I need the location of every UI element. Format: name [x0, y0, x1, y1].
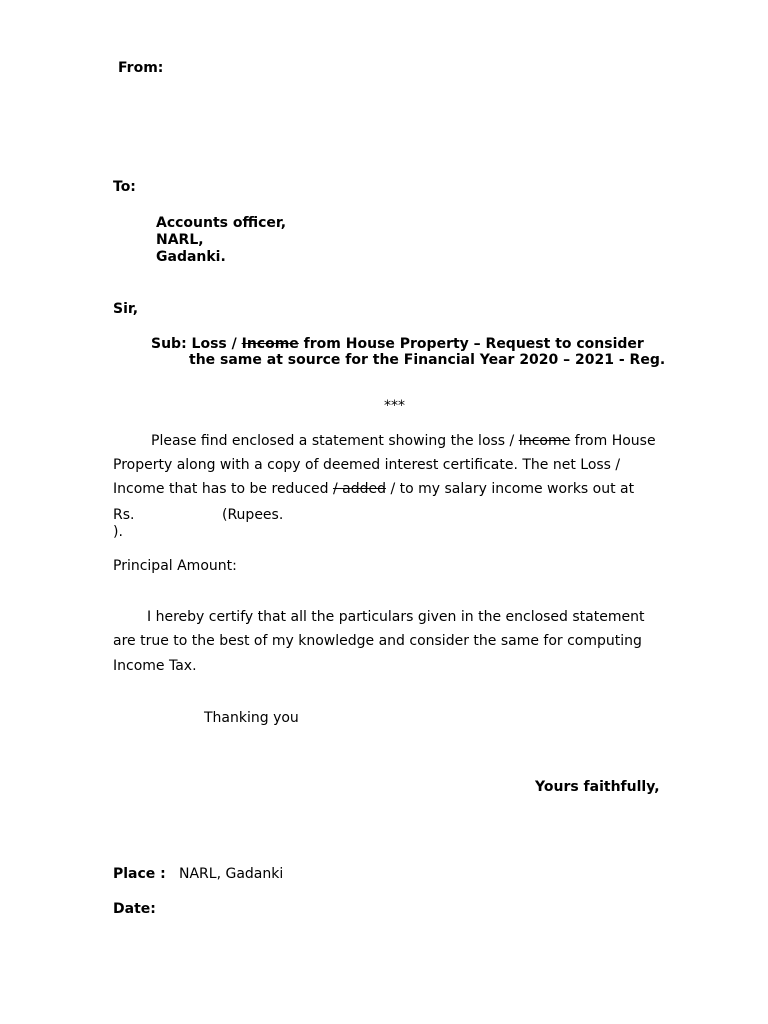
recipient-address-line: Gadanki.	[156, 249, 226, 265]
salutation: Sir,	[113, 301, 139, 317]
subject-line-2: the same at source for the Financial Year 2020 – 2021 - Reg.	[189, 352, 666, 368]
separator: ***	[384, 398, 405, 414]
subject-line1-rest: from House Property – Request to consider	[298, 336, 644, 352]
struck-word: Income	[518, 433, 571, 449]
date-label: Date:	[113, 901, 156, 917]
certification-line: I hereby certify that all the particulars given in the enclosed statement	[147, 609, 645, 625]
subject-struck-word: Income	[241, 336, 299, 352]
place-value: NARL, Gadanki	[179, 866, 284, 882]
recipient-address-line: Accounts officer,	[156, 215, 287, 231]
rupees-label: (Rupees.	[222, 507, 284, 523]
closing-text: Yours faithfully,	[535, 779, 660, 795]
recipient-address-line: NARL,	[156, 232, 204, 248]
thanking-text: Thanking you	[204, 710, 299, 726]
paragraph-text: / to my salary income works out at	[386, 481, 635, 497]
subject-prefix: Sub: Loss /	[151, 336, 242, 352]
paragraph-text: Please find enclosed a statement showing the loss /	[151, 433, 519, 449]
struck-word: / added	[332, 481, 386, 497]
paragraph-text: from House	[570, 433, 656, 449]
paragraph-line	[151, 433, 656, 449]
paragraph-line: Property along with a copy of deemed interest certificate. The net Loss /	[113, 457, 621, 473]
from-label: From:	[118, 60, 164, 76]
certification-line: are true to the best of my knowledge and consider the same for computing	[113, 633, 642, 649]
paragraph-text: Income that has to be reduced	[113, 481, 333, 497]
place-label: Place :	[113, 866, 166, 882]
amount-closing: ).	[113, 524, 123, 540]
amount-line	[113, 507, 284, 523]
paragraph-line	[113, 481, 634, 497]
subject-line	[151, 336, 644, 352]
rs-label: Rs.	[113, 507, 135, 523]
to-label: To:	[113, 179, 136, 195]
principal-amount-label: Principal Amount:	[113, 558, 237, 574]
certification-line: Income Tax.	[113, 658, 197, 674]
